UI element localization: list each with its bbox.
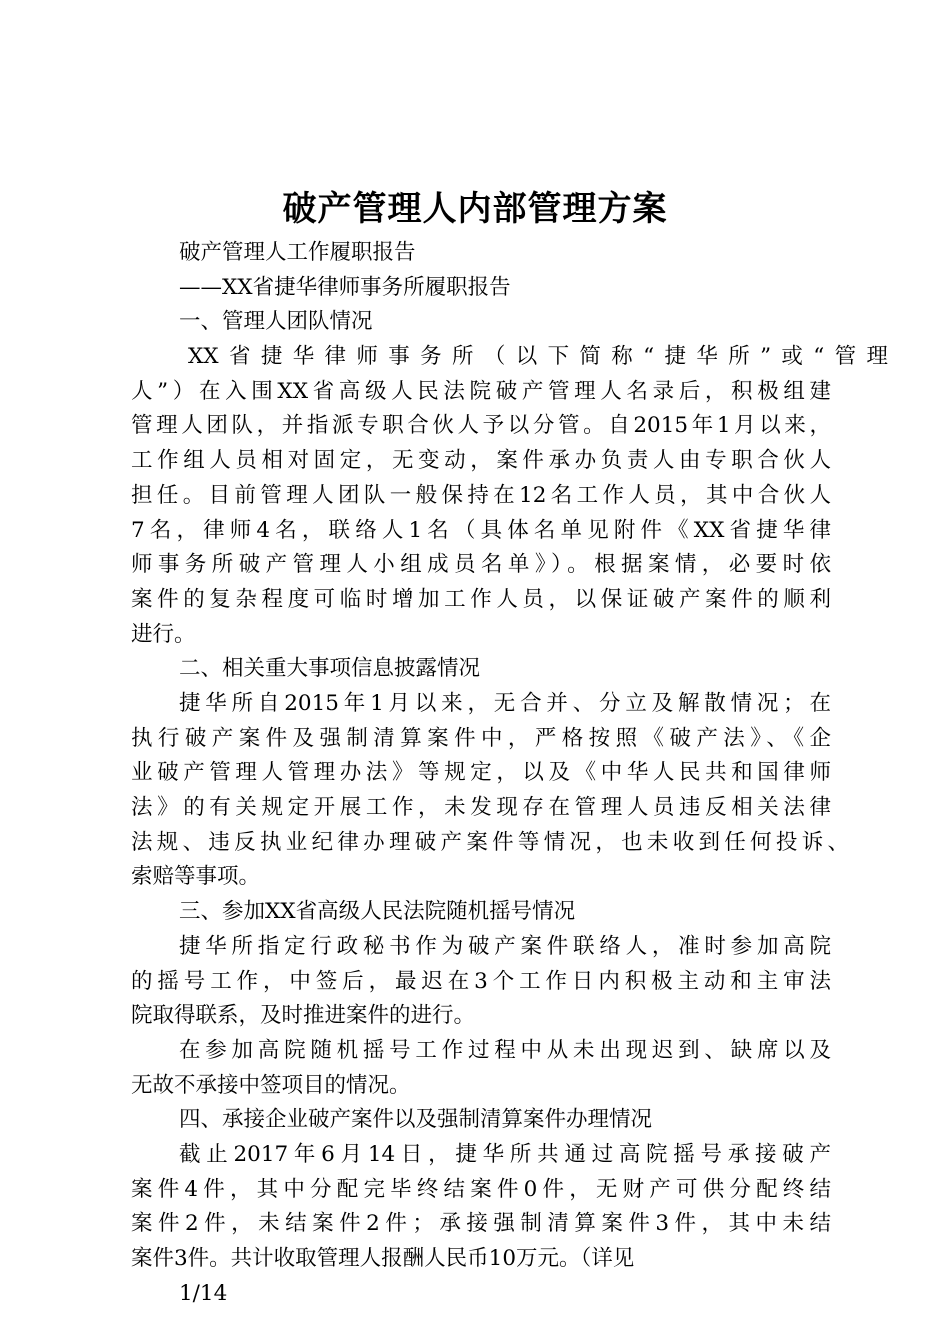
paragraph-line: 的摇号工作，中签后，最迟在3个工作日内积极主动和主审法 (131, 968, 831, 994)
subtitle-report: ——XX省捷华律师事务所履职报告 (179, 274, 511, 300)
section-heading-4: 四、承接企业破产案件以及强制清算案件办理情况 (179, 1107, 653, 1133)
paragraph-line: 院取得联系，及时推进案件的进行。 (131, 1003, 476, 1029)
document-title: 破产管理人内部管理方案 (282, 189, 668, 229)
paragraph-line: 工作组人员相对固定，无变动，案件承办负责人由专职合伙人 (131, 448, 831, 474)
paragraph-line: 担任。目前管理人团队一般保持在12名工作人员，其中合伙人 (131, 482, 831, 508)
paragraph-line: 索赔等事项。 (131, 864, 261, 890)
paragraph-line: 案件2件，未结案件2件；承接强制清算案件3件，其中未结 (131, 1211, 831, 1237)
paragraph-line: 法规、违反执业纪律办理破产案件等情况，也未收到任何投诉、 (131, 829, 849, 855)
paragraph-line: 法》的有关规定开展工作，未发现存在管理人员违反相关法律 (131, 795, 831, 821)
section-heading-3: 三、参加XX省高级人民法院随机摇号情况 (179, 899, 576, 925)
paragraph-line: 无故不承接中签项目的情况。 (131, 1072, 411, 1098)
paragraph-line: 人”）在入围XX省高级人民法院破产管理人名录后，积极组建 (131, 378, 831, 404)
paragraph-line: 业破产管理人管理办法》等规定，以及《中华人民共和国律师 (131, 760, 831, 786)
paragraph-line: 截止2017年6月14日，捷华所共通过高院摇号承接破产 (179, 1142, 831, 1168)
paragraph-line: 案件的复杂程度可临时增加工作人员，以保证破产案件的顺利 (131, 586, 831, 612)
paragraph-line: XX省捷华律师事务所（以下简称“捷华所”或“管理 (188, 344, 888, 370)
subtitle: 破产管理人工作履职报告 (179, 240, 416, 265)
paragraph-line: 师事务所破产管理人小组成员名单》）。根据案情，必要时依 (131, 552, 831, 578)
paragraph-line: 7名，律师4名，联络人1名（具体名单见附件《XX省捷华律 (131, 517, 831, 543)
paragraph-line: 管理人团队，并指派专职合伙人予以分管。自2015年1月以来， (131, 413, 831, 439)
paragraph-line: 案件4件，其中分配完毕终结案件0件，无财产可供分配终结 (131, 1176, 831, 1202)
paragraph-line: 在参加高院随机摇号工作过程中从未出现迟到、缺席以及 (179, 1037, 831, 1063)
section-heading-2: 二、相关重大事项信息披露情况 (179, 656, 481, 682)
paragraph-line: 执行破产案件及强制清算案件中，严格按照《破产法》、《企 (131, 725, 831, 751)
page-number: 1/14 (179, 1280, 228, 1306)
section-heading-1: 一、管理人团队情况 (179, 309, 373, 335)
paragraph-line: 捷华所指定行政秘书作为破产案件联络人，准时参加高院 (179, 933, 831, 959)
paragraph-line: 进行。 (131, 621, 196, 647)
document-body (131, 236, 888, 1312)
paragraph-line: 案件3件。共计收取管理人报酬人民币10万元。（详见 (131, 1246, 635, 1272)
paragraph-line: 捷华所自2015年1月以来，无合并、分立及解散情况；在 (179, 691, 831, 717)
